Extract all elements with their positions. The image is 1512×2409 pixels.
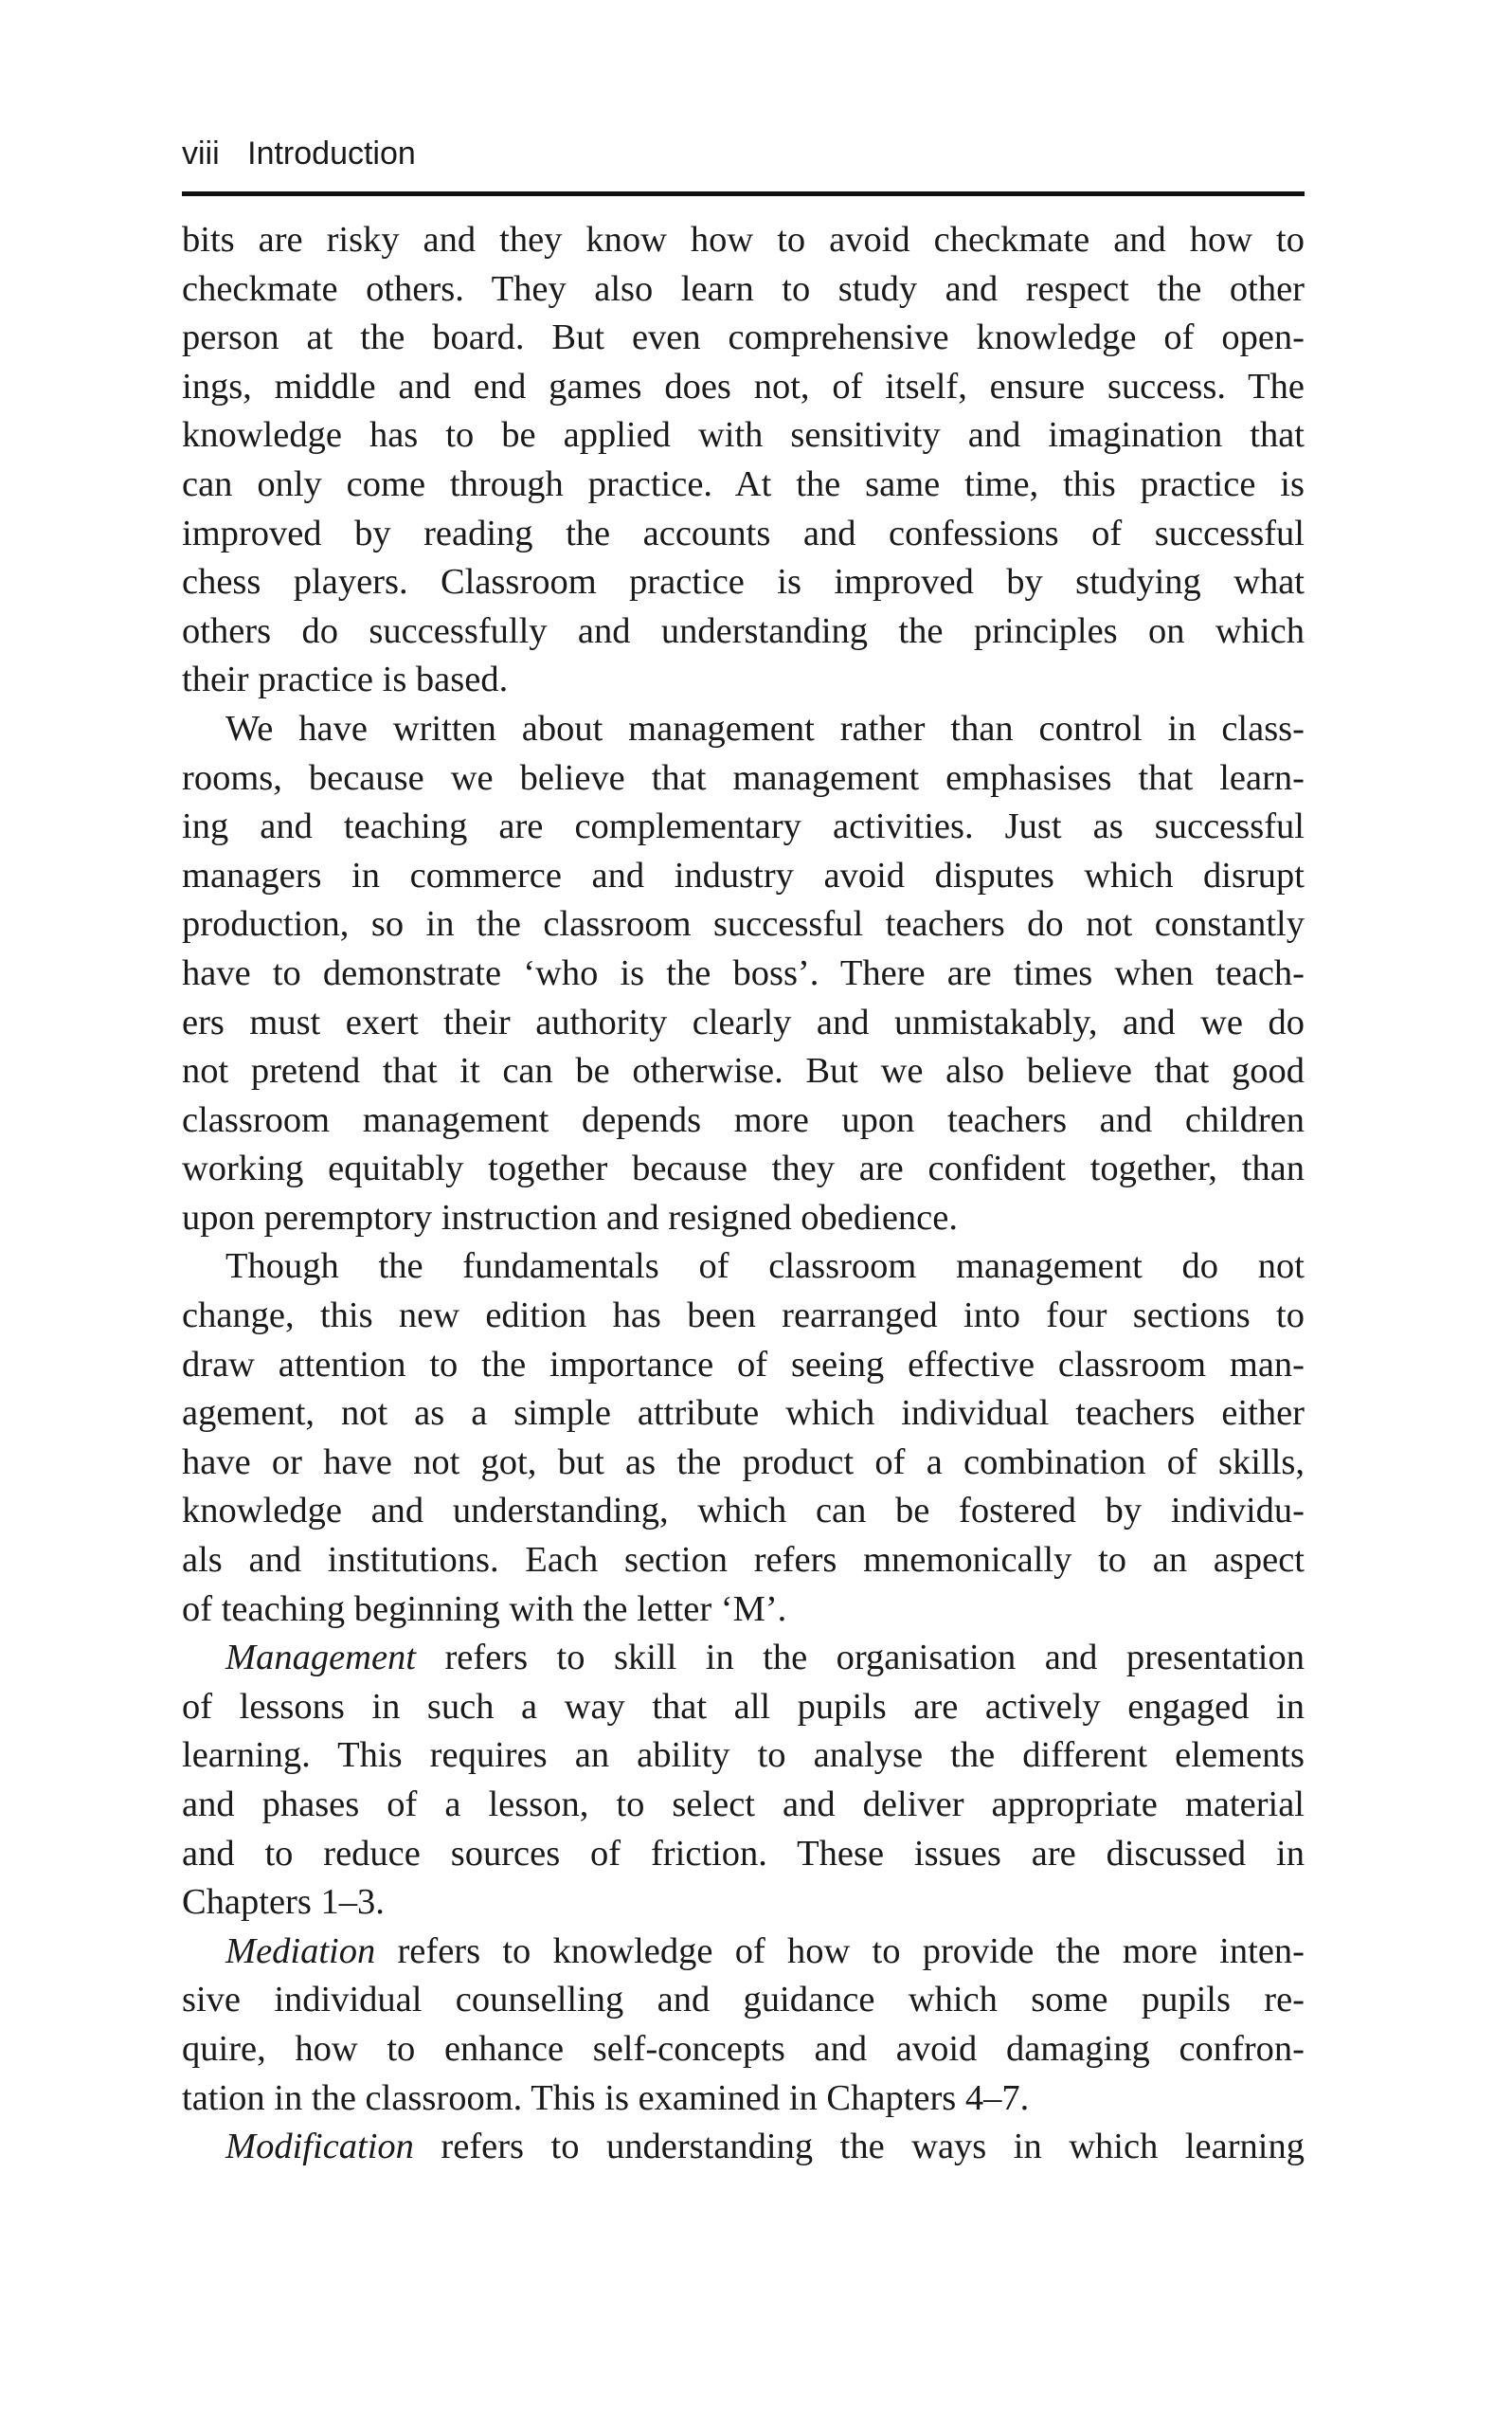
paragraph-2 (182, 705, 1305, 1243)
header-rule (182, 191, 1305, 196)
text-line: ers must exert their authority clearly and unmistakably, and we do (182, 1002, 1305, 1042)
text-run: refers to understanding the ways in which learning (413, 2127, 1305, 2167)
body-text (182, 216, 1305, 2172)
term-modification: Modification (225, 2127, 414, 2167)
text-line: and to reduce sources of friction. These issues are discussed in (182, 1833, 1305, 1874)
text-line (182, 1634, 1305, 1683)
text-line: of lessons in such a way that all pupils are actively engaged in (182, 1686, 1305, 1727)
paragraph-1 (182, 216, 1305, 705)
paragraph-mediation (182, 1928, 1305, 2123)
running-head-title: Introduction (247, 136, 416, 172)
text-line: change, this new edition has been rearranged into four sections to (182, 1295, 1305, 1336)
text-line (182, 1928, 1305, 1977)
text-run: refers to skill in the organisation and presentation (416, 1638, 1305, 1678)
text-line: als and institutions. Each section refers mnemonically to an aspect (182, 1540, 1305, 1581)
text-line: chess players. Classroom practice is improved by studying what (182, 562, 1305, 603)
text-line: We have written about management rather than control in class- (225, 708, 1305, 749)
term-mediation: Mediation (225, 1930, 376, 1971)
text-line: quire, how to enhance self-concepts and avoid damaging confron- (182, 2028, 1305, 2069)
paragraph-3 (182, 1242, 1305, 1634)
text-line: can only come through practice. At the same time, this practice is (182, 463, 1305, 504)
text-run: refers to knowledge of how to provide the more inten- (375, 1930, 1305, 1971)
text-line: tation in the classroom. This is examined in Chapters 4–7. (182, 2077, 1030, 2118)
text-line: knowledge has to be applied with sensitivity and imagination that (182, 415, 1305, 456)
text-line: others do successfully and understanding the principles on which (182, 610, 1305, 651)
text-line: checkmate others. They also learn to study and respect the other (182, 268, 1305, 309)
text-line: rooms, because we believe that management emphasises that learn- (182, 757, 1305, 798)
text-line: classroom management depends more upon teachers and children (182, 1099, 1305, 1140)
text-line: learning. This requires an ability to analyse the different elements (182, 1735, 1305, 1776)
text-line: and phases of a lesson, to select and deliver appropriate material (182, 1784, 1305, 1824)
text-line (182, 2123, 1305, 2172)
text-line: sive individual counselling and guidance which some pupils re- (182, 1980, 1305, 2020)
text-line: agement, not as a simple attribute which individual teachers either (182, 1393, 1305, 1434)
text-line: bits are risky and they know how to avoid checkmate and how to (182, 220, 1305, 260)
text-line: ing and teaching are complementary activities. Just as successful (182, 806, 1305, 847)
text-line: managers in commerce and industry avoid disputes which disrupt (182, 855, 1305, 896)
text-line: person at the board. But even comprehensive knowledge of open- (182, 317, 1305, 358)
term-management: Management (225, 1638, 416, 1678)
text-line: have to demonstrate ‘who is the boss’. There are times when teach- (182, 952, 1305, 993)
text-line: their practice is based. (182, 660, 509, 700)
text-line: knowledge and understanding, which can be fostered by individu- (182, 1491, 1305, 1531)
text-line: have or have not got, but as the product of a combination of skills, (182, 1441, 1305, 1482)
text-line: working equitably together because they are confident together, than (182, 1149, 1305, 1189)
text-line: Though the fundamentals of classroom management do not (225, 1246, 1305, 1287)
text-line: draw attention to the importance of seeing effective classroom man- (182, 1344, 1305, 1385)
text-line: improved by reading the accounts and confessions of successful (182, 513, 1305, 553)
text-line: Chapters 1–3. (182, 1882, 385, 1923)
text-line: production, so in the classroom successful teachers do not constantly (182, 904, 1305, 945)
text-line: ings, middle and end games does not, of itself, ensure success. The (182, 366, 1305, 407)
paragraph-management (182, 1634, 1305, 1928)
text-line: not pretend that it can be otherwise. But we also believe that good (182, 1051, 1305, 1092)
page-number: viii (182, 136, 220, 172)
running-head (182, 135, 416, 172)
paragraph-modification (182, 2123, 1305, 2172)
text-line: upon peremptory instruction and resigned obedience. (182, 1197, 958, 1238)
text-line: of teaching beginning with the letter ‘M’. (182, 1588, 787, 1629)
